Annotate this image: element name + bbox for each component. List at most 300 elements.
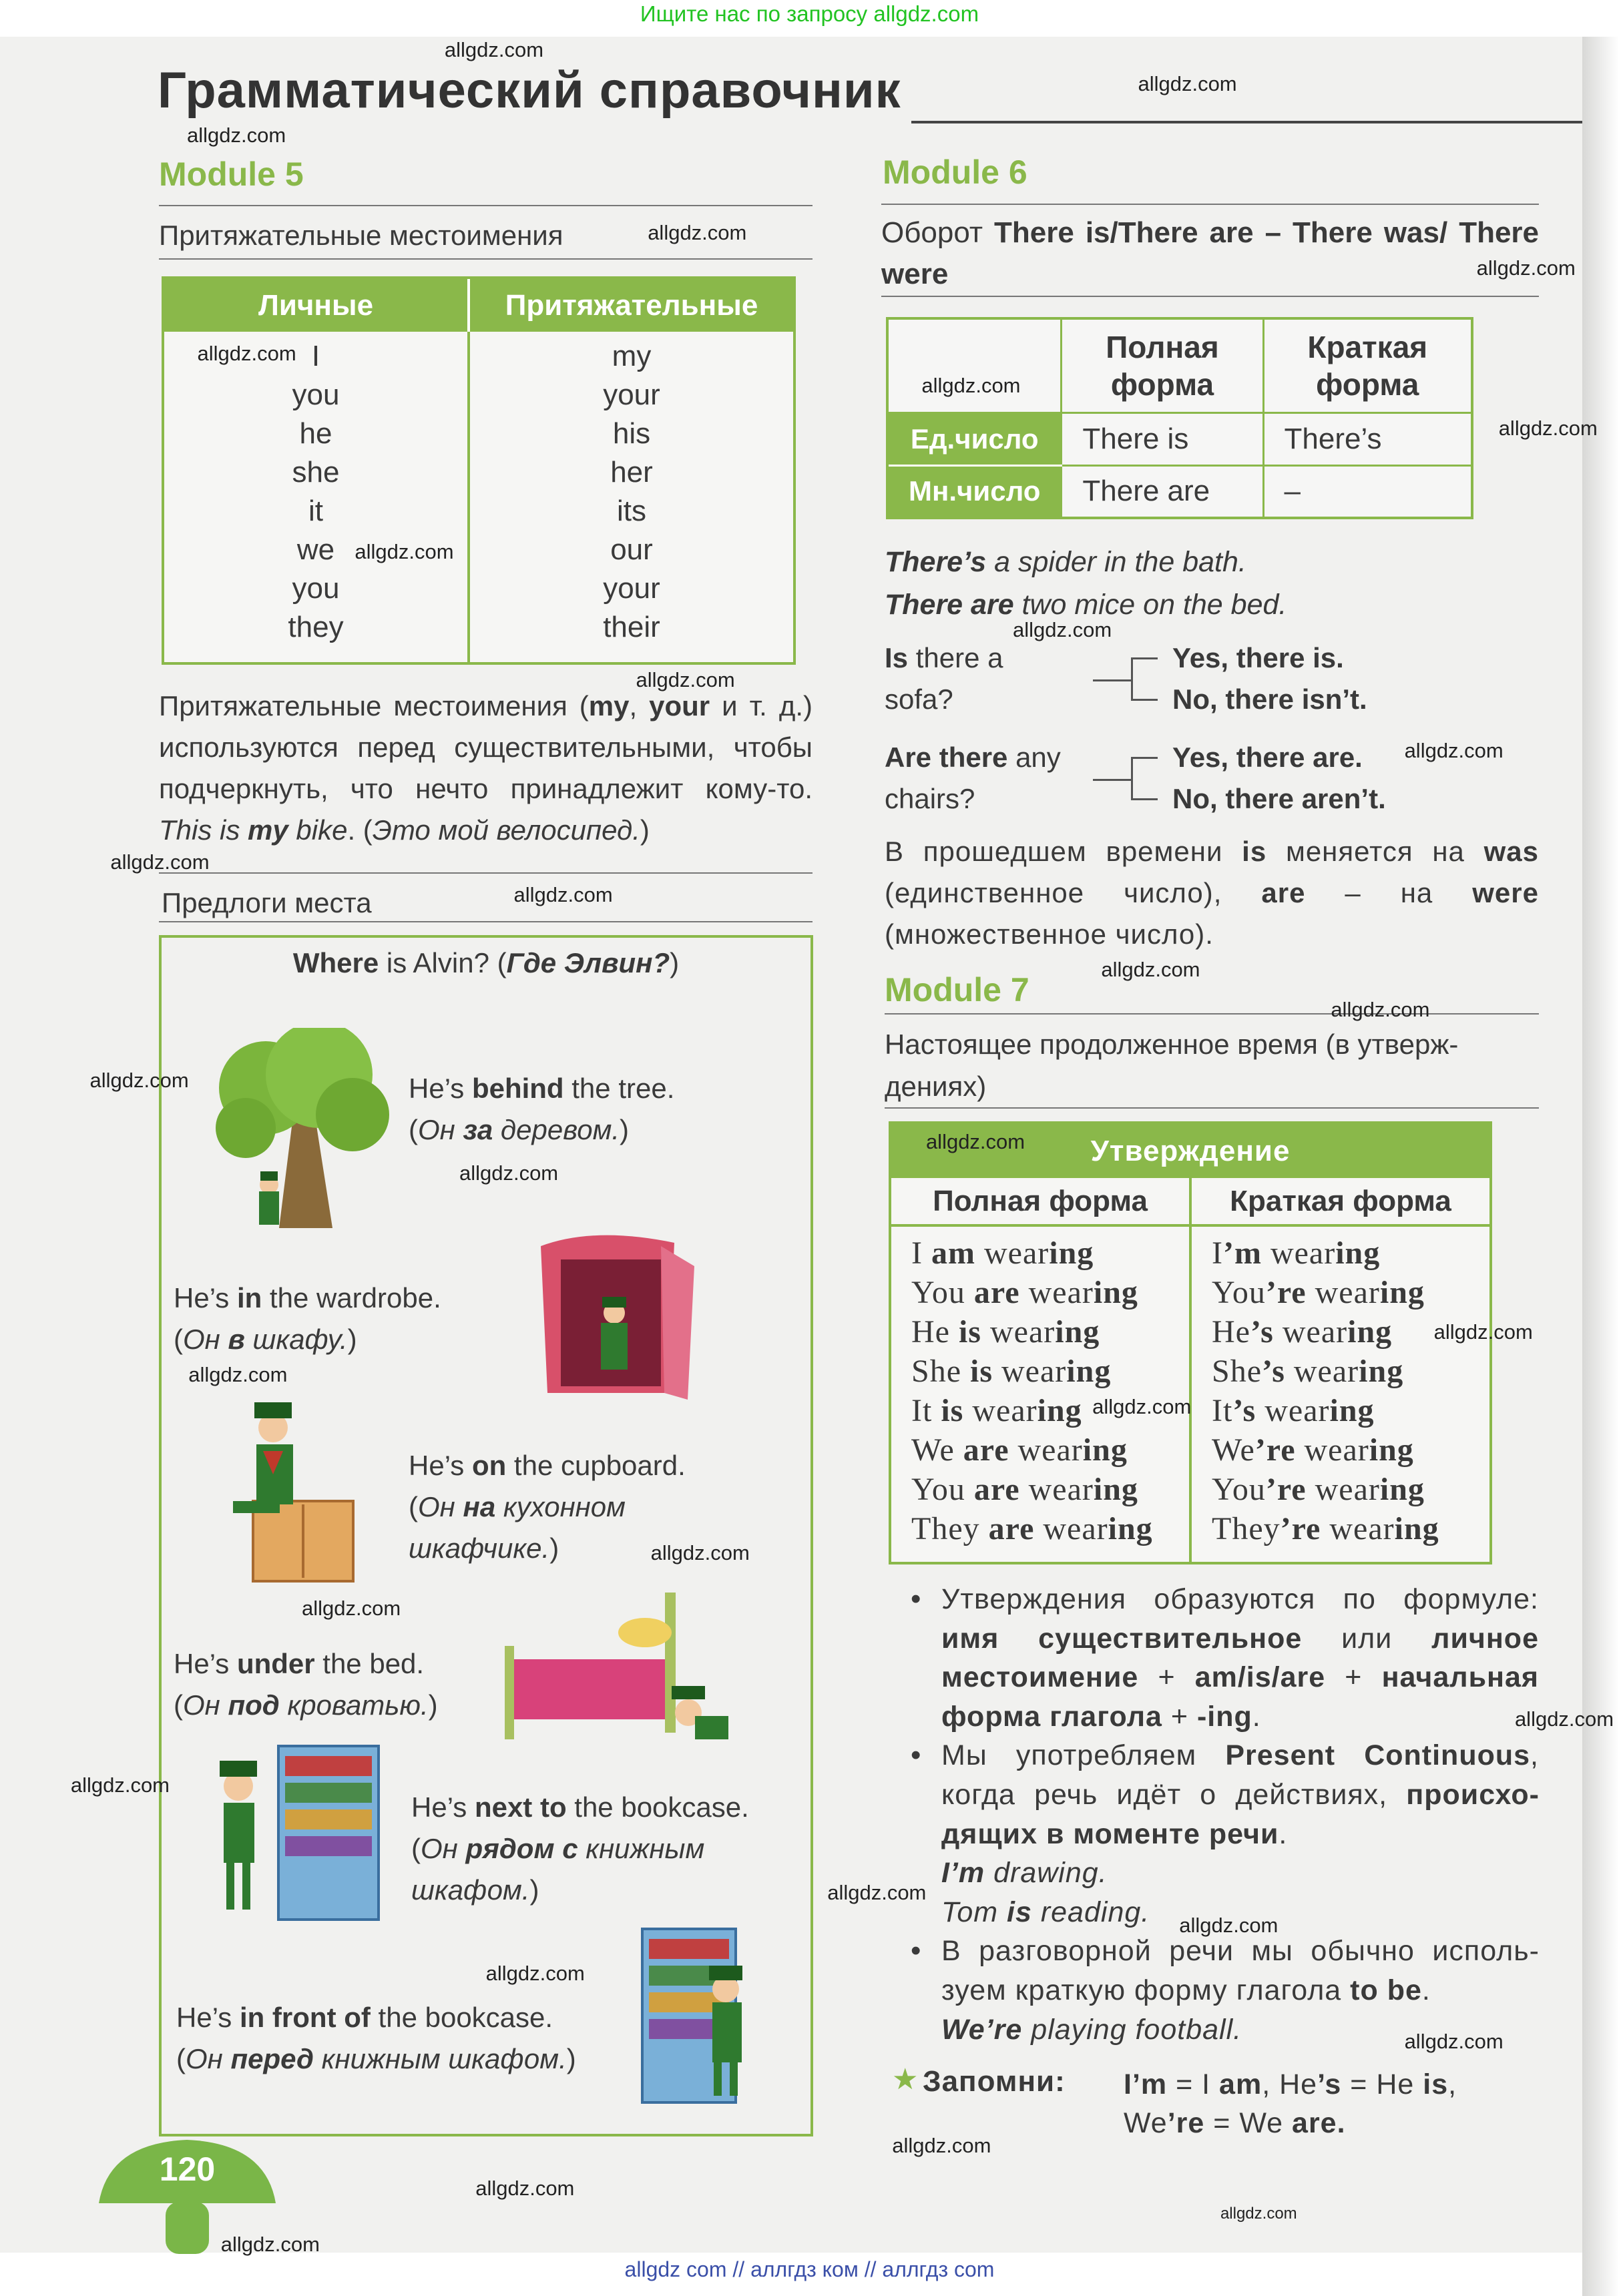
text-segment: are: [1261, 877, 1306, 908]
text-segment: wear: [975, 1235, 1050, 1271]
text-segment: ’re: [1265, 1275, 1307, 1310]
rules-list: [911, 1580, 1539, 2049]
text-segment: книжным шкафом.: [313, 2043, 567, 2074]
row-label-singular: Ед.число: [887, 412, 1062, 465]
form-row: [911, 1352, 1189, 1391]
watermark: allgdz.com: [70, 1773, 170, 1797]
form-row: [911, 1430, 1189, 1470]
text-segment: Мы употребляем: [941, 1739, 1226, 1772]
text-segment: are: [988, 1511, 1035, 1546]
text-segment: He: [1212, 1314, 1250, 1350]
text-segment: личное местоимение: [941, 1622, 1539, 1694]
text-segment: кроватью.: [279, 1689, 429, 1721]
text-segment: Где Элвин?: [506, 947, 670, 978]
text-segment: ing: [1394, 1511, 1439, 1546]
page-number: 120: [159, 2150, 216, 2188]
text-segment: +: [1162, 1700, 1197, 1733]
text-segment: В прошедшем времени: [885, 836, 1242, 867]
divider: [885, 1013, 1539, 1015]
entry-en: [411, 1787, 798, 1828]
text-segment: ): [670, 947, 680, 978]
text-segment: В разговорной речи мы обычно используем краткую форму глагола: [941, 1935, 1539, 2006]
watermark: allgdz.com: [475, 2177, 575, 2201]
pronoun: you: [292, 572, 340, 605]
text-segment: under: [236, 1648, 315, 1679]
text-segment: am/is/are: [1194, 1661, 1326, 1694]
divider: [159, 872, 813, 874]
text-segment: your: [649, 690, 710, 722]
text-segment: (: [409, 1491, 418, 1522]
text-segment: He’s: [411, 1791, 475, 1823]
text-segment: (: [174, 1324, 183, 1355]
text-segment: wear: [1321, 1511, 1395, 1546]
pronoun: she: [292, 456, 340, 489]
possessive-column: [470, 332, 793, 662]
text-segment: ,: [629, 690, 650, 722]
entry-next-to: [411, 1787, 798, 1911]
pronoun: your: [603, 572, 660, 605]
example: [885, 541, 1287, 583]
entry-ru: [174, 1319, 441, 1360]
entry-in: [174, 1277, 441, 1360]
rule-text: [941, 1932, 1539, 2010]
text-segment: (: [174, 1689, 183, 1721]
text-segment: was: [1483, 836, 1539, 867]
text-segment: ): [549, 1532, 559, 1564]
watermark: allgdz.com: [1404, 738, 1504, 762]
text-segment: This is: [159, 814, 248, 846]
text-segment: +: [1138, 1661, 1195, 1694]
text-segment: in: [236, 1282, 262, 1314]
title-rule: [911, 121, 1582, 123]
text-segment: She: [911, 1354, 970, 1389]
bookcase-next-illustration: [198, 1733, 385, 1924]
text-segment: ): [620, 1114, 630, 1145]
text-segment: имя существительное: [941, 1622, 1303, 1655]
module7-heading: Module 7: [885, 971, 1029, 1009]
text-segment: ’re: [1167, 2107, 1205, 2139]
personal-column: [164, 332, 470, 662]
entry-ru: [411, 1828, 798, 1911]
rule-bullet: [911, 1736, 1539, 1932]
text-segment: next to: [474, 1791, 567, 1823]
text-segment: He’s: [174, 1648, 237, 1679]
text-segment: за: [463, 1114, 493, 1145]
divider: [881, 204, 1539, 205]
there-examples: [885, 541, 1287, 626]
text-segment: wear: [1306, 1472, 1380, 1507]
table-title: Утверждение: [891, 1124, 1489, 1178]
pronoun: he: [299, 417, 332, 450]
text-segment: ing: [1049, 1235, 1094, 1271]
text-segment: ,: [1448, 2068, 1457, 2100]
watermark: allgdz.com: [1476, 256, 1576, 280]
text-segment: wear: [1285, 1354, 1359, 1389]
possessive-pronouns-subtitle: Притяжательные местоимения: [159, 220, 563, 251]
entry-ru: [409, 1486, 689, 1569]
pronoun: her: [610, 456, 653, 489]
pronoun: I: [311, 340, 320, 372]
text-segment: ): [640, 814, 650, 846]
text-segment: ): [347, 1324, 357, 1355]
text-segment: , когда речь идёт о действиях,: [941, 1739, 1539, 1811]
text-segment: шкафу.: [244, 1324, 348, 1355]
text-segment: my: [248, 814, 288, 846]
text-segment: It: [911, 1393, 941, 1428]
text-segment: ’s: [1232, 1393, 1256, 1428]
text-segment: wear: [963, 1393, 1037, 1428]
watermark: allgdz.com: [188, 1362, 288, 1386]
text-segment: Он: [183, 1324, 228, 1355]
row-label-plural: Мн.число: [887, 465, 1062, 518]
text-segment: I: [911, 1235, 931, 1271]
text-segment: We: [911, 1432, 963, 1468]
text-segment: are: [973, 1275, 1020, 1310]
text-segment: You: [1212, 1275, 1266, 1310]
possessive-note: [159, 685, 813, 851]
text-segment: (единственное число),: [885, 877, 1262, 908]
watermark: allgdz.com: [1092, 1395, 1192, 1419]
text-segment: .: [1252, 1700, 1261, 1733]
form-row: [911, 1509, 1189, 1548]
text-segment: ’s: [1250, 1314, 1274, 1350]
text-segment: wear: [1019, 1472, 1094, 1507]
divider: [159, 205, 813, 206]
watermark: allgdz.com: [197, 341, 296, 365]
pronoun: our: [610, 533, 653, 566]
text-segment: there a sofa?: [885, 642, 1003, 715]
text-segment: They: [1212, 1511, 1281, 1546]
answer-no: No, there isn’t.: [1172, 683, 1367, 715]
text-segment: Он: [186, 2043, 231, 2074]
text-segment: (: [411, 1833, 421, 1864]
text-segment: She: [1212, 1354, 1262, 1389]
text-segment: деревом.: [493, 1114, 620, 1145]
text-segment: We’re: [941, 2013, 1023, 2046]
text-segment: wear: [1009, 1432, 1083, 1468]
divider: [159, 921, 813, 922]
rule-text: [941, 1736, 1539, 1853]
text-segment: Это мой велосипед.: [372, 814, 640, 846]
text-segment: the cupboard.: [506, 1450, 686, 1481]
text-segment: кухонном шкафчике.: [409, 1491, 626, 1564]
divider: [881, 296, 1539, 297]
text-segment: playing football.: [1022, 2013, 1242, 2046]
affirmative-table: [889, 1121, 1492, 1564]
text-segment: ing: [1369, 1432, 1414, 1468]
text-segment: ’s: [1262, 1354, 1285, 1389]
footer-watermark: allgdz com // аллгдз ком // аллгдз com: [624, 2257, 995, 2281]
pronoun: your: [603, 378, 660, 411]
page-title: Грамматический справочник: [158, 62, 901, 119]
text-segment: We: [1212, 1432, 1255, 1468]
text-segment: ): [566, 2043, 576, 2074]
text-segment: ing: [1108, 1511, 1153, 1546]
watermark: allgdz.com: [220, 2232, 320, 2256]
watermark: allgdz.com: [302, 1597, 401, 1621]
pronoun: their: [603, 611, 660, 643]
form-row: [1212, 1352, 1489, 1391]
text-segment: is: [970, 1354, 993, 1389]
text-segment: There’s: [885, 546, 987, 578]
wardrobe-illustration: [514, 1226, 705, 1410]
text-segment: ing: [1037, 1393, 1082, 1428]
text-segment: = He: [1341, 2068, 1423, 2100]
text-segment: ): [428, 1689, 438, 1721]
text-segment: is: [941, 1393, 964, 1428]
text-segment: drawing.: [985, 1857, 1108, 1890]
form-row: [1212, 1273, 1489, 1312]
entry-en: [409, 1068, 674, 1109]
formula-line: [1124, 2104, 1457, 2142]
text-segment: ’s: [1317, 2068, 1342, 2100]
text-segment: are: [973, 1472, 1020, 1507]
form-row: [911, 1233, 1189, 1273]
text-segment: = I: [1167, 2068, 1220, 2100]
text-segment: = We: [1204, 2107, 1293, 2139]
answer-yes: Yes, there is.: [1172, 642, 1344, 673]
text-segment: Он: [418, 1114, 463, 1145]
text-segment: меняется на: [1266, 836, 1484, 867]
where-question: [159, 942, 813, 984]
entry-behind: [409, 1068, 674, 1151]
text-segment: any chairs?: [885, 742, 1061, 814]
text-segment: -ing: [1196, 1700, 1252, 1733]
page-edge-shadow: [1582, 37, 1619, 2296]
bracket: [1131, 757, 1158, 800]
short-form-column: [1192, 1227, 1489, 1564]
text-segment: the bed.: [314, 1648, 425, 1679]
there-is-table: [886, 317, 1473, 519]
text-segment: под: [228, 1689, 280, 1721]
present-continuous-subtitle: Настоящее продолженное время (в утверж-дениях): [885, 1029, 1459, 1102]
form-row: [911, 1312, 1189, 1352]
text-segment: wear: [1256, 1393, 1330, 1428]
tree-illustration: [206, 1028, 397, 1241]
there-is-subtitle: [881, 212, 1539, 295]
text-segment: (: [176, 2043, 186, 2074]
text-segment: is: [1007, 1896, 1032, 1928]
answers-chairs: [1172, 737, 1386, 820]
entry-en: [409, 1445, 689, 1486]
text-segment: in front of: [239, 2002, 371, 2033]
past-tense-note: [885, 831, 1539, 955]
header-full: Полная форма: [1062, 318, 1263, 412]
text-segment: You: [911, 1275, 974, 1310]
text-segment: – на: [1305, 877, 1473, 908]
text-segment: the tree.: [563, 1073, 675, 1104]
form-row: [1212, 1233, 1489, 1273]
watermark: allgdz.com: [648, 220, 747, 244]
text-segment: перед: [230, 2043, 314, 2074]
form-row: [911, 1470, 1189, 1509]
search-banner: Ищите нас по запросу allgdz.com: [640, 1, 979, 26]
text-segment: is: [958, 1314, 981, 1350]
text-segment: происходящих в моменте речи: [941, 1778, 1539, 1850]
text-segment: He: [911, 1314, 959, 1350]
text-segment: two mice on the bed.: [1013, 589, 1287, 621]
pronoun: we: [296, 533, 335, 566]
text-segment: It: [1212, 1393, 1233, 1428]
text-segment: ing: [1359, 1354, 1404, 1389]
question-sofa: [885, 637, 1038, 720]
text-segment: ing: [1093, 1472, 1138, 1507]
entry-en: [174, 1643, 438, 1685]
text-segment: , He: [1262, 2068, 1318, 2100]
text-segment: и т. д.) используются перед существительными, чтобы подчеркнуть, что нечто принадлежит кому-то.: [159, 690, 813, 804]
text-segment: He’s: [174, 1282, 237, 1314]
text-segment: ’re: [1254, 1432, 1296, 1468]
text-segment: behind: [471, 1073, 564, 1104]
watermark: allgdz.com: [187, 123, 286, 148]
watermark: allgdz.com: [650, 1540, 750, 1564]
text-segment: wear: [1273, 1314, 1348, 1350]
text-segment: wear: [1295, 1432, 1369, 1468]
text-segment: Он: [183, 1689, 228, 1721]
text-segment: are: [963, 1432, 1009, 1468]
text-segment: the wardrobe.: [262, 1282, 441, 1314]
text-segment: ’re: [1265, 1472, 1307, 1507]
text-segment: Утверждения образуются по формуле:: [941, 1583, 1539, 1615]
watermark: allgdz.com: [1179, 1913, 1279, 1937]
text-segment: are.: [1292, 2107, 1346, 2139]
text-segment: wear: [981, 1314, 1056, 1350]
text-segment: ing: [1329, 1393, 1375, 1428]
cupboard-illustration: [213, 1388, 363, 1586]
entry-in-front-of: [176, 1997, 576, 2080]
text-segment: wear: [1261, 1235, 1336, 1271]
form-row: [1212, 1509, 1489, 1548]
text-segment: Он: [421, 1833, 466, 1864]
text-segment: (: [409, 1114, 418, 1145]
formula-line: [1124, 2065, 1457, 2104]
text-segment: There are: [885, 589, 1014, 621]
watermark: allgdz.com: [459, 1161, 559, 1185]
watermark: allgdz.com: [1101, 958, 1200, 982]
divider: [885, 1107, 1539, 1109]
watermark: allgdz.com: [1220, 2205, 1297, 2223]
entry-en: [174, 1277, 441, 1319]
text-segment: wear: [993, 1354, 1067, 1389]
form-row: [911, 1273, 1189, 1312]
entry-ru: [174, 1685, 438, 1726]
watermark: allgdz.com: [1498, 416, 1598, 440]
pronoun: its: [617, 495, 646, 527]
text-segment: He’s: [176, 2002, 240, 2033]
watermark: allgdz.com: [1331, 997, 1430, 1021]
bed-illustration: [495, 1586, 734, 1755]
text-segment: (множественное число).: [885, 918, 1214, 950]
text-segment: Present Continuous: [1225, 1739, 1531, 1772]
text-segment: wear: [1306, 1275, 1380, 1310]
module5-heading: Module 5: [159, 156, 304, 193]
text-segment: Притяжательные местоимения (: [159, 690, 589, 722]
watermark: allgdz.com: [1013, 618, 1112, 642]
empty-cell: [887, 318, 1062, 412]
entry-en: [176, 1997, 576, 2038]
text-segment: I: [1212, 1235, 1223, 1271]
module6-heading: Module 6: [883, 154, 1027, 191]
watermark: allgdz.com: [1433, 1320, 1533, 1344]
star-icon: ★: [892, 2063, 919, 2096]
text-segment: Is: [885, 642, 909, 673]
text-segment: the bookcase.: [566, 1791, 749, 1823]
watermark: allgdz.com: [1138, 72, 1237, 96]
watermark: allgdz.com: [827, 1880, 927, 1904]
answers-sofa: [1172, 637, 1367, 720]
rule-bullet: [911, 1580, 1539, 1736]
text-segment: ing: [1082, 1432, 1128, 1468]
text-segment: They: [911, 1511, 989, 1546]
text-segment: книжным шкафом.: [411, 1833, 705, 1906]
text-segment: или: [1302, 1622, 1432, 1655]
entry-on: [409, 1445, 689, 1569]
text-segment: bike: [288, 814, 348, 846]
text-segment: на: [463, 1491, 496, 1522]
text-segment: wear: [1019, 1275, 1094, 1310]
watermark: allgdz.com: [110, 850, 210, 874]
bookcase-front-illustration: [639, 1909, 771, 2107]
text-segment: We: [1124, 2107, 1168, 2139]
prepositions-title: Предлоги места: [162, 887, 372, 918]
text-segment: .: [1421, 1974, 1431, 2006]
watermark: allgdz.com: [444, 38, 544, 62]
text-segment: . (: [347, 814, 373, 846]
pronoun: they: [288, 611, 344, 643]
text-segment: Он: [418, 1491, 463, 1522]
watermark: allgdz.com: [636, 668, 735, 692]
cell-full: There are: [1062, 465, 1263, 518]
text-segment: ): [529, 1874, 539, 1906]
watermark: allgdz.com: [892, 2134, 991, 2158]
possessive-pronouns-table: [162, 276, 796, 665]
text-segment: Оборот: [881, 216, 995, 249]
text-segment: is: [1242, 836, 1267, 867]
text-segment: .: [1279, 1817, 1288, 1850]
bracket: [1131, 657, 1158, 701]
watermark: allgdz.com: [513, 883, 613, 906]
entry-ru: [176, 2038, 576, 2080]
text-segment: Are there: [885, 742, 1008, 773]
header-short: Краткая форма: [1263, 318, 1472, 412]
entry-under: [174, 1643, 438, 1726]
text-segment: were: [1472, 877, 1539, 908]
text-segment: ing: [1335, 1235, 1381, 1271]
pronoun: his: [612, 417, 651, 450]
text-segment: on: [471, 1450, 507, 1481]
text-segment: ing: [1066, 1354, 1112, 1389]
entry-ru: [409, 1109, 674, 1151]
text-segment: am: [931, 1235, 975, 1271]
text-segment: начальная форма глагола: [941, 1661, 1539, 1733]
form-row: [1212, 1470, 1489, 1509]
text-segment: a spider in the bath.: [986, 546, 1246, 578]
cell-short: –: [1263, 465, 1472, 518]
text-segment: He’s: [409, 1450, 472, 1481]
text-segment: +: [1325, 1661, 1382, 1694]
text-segment: ing: [1347, 1314, 1393, 1350]
text-segment: is: [1423, 2068, 1449, 2100]
text-segment: ing: [1379, 1472, 1425, 1507]
header-possessive: Притяжательные: [505, 288, 758, 322]
form-row: [1212, 1391, 1489, 1430]
watermark: allgdz.com: [485, 1962, 585, 1986]
watermark: allgdz.com: [925, 1130, 1025, 1154]
remember-formulas: [1124, 2065, 1457, 2142]
header-personal: Личные: [164, 279, 470, 332]
text-segment: You: [911, 1472, 974, 1507]
text-segment: I’m: [941, 1857, 985, 1890]
